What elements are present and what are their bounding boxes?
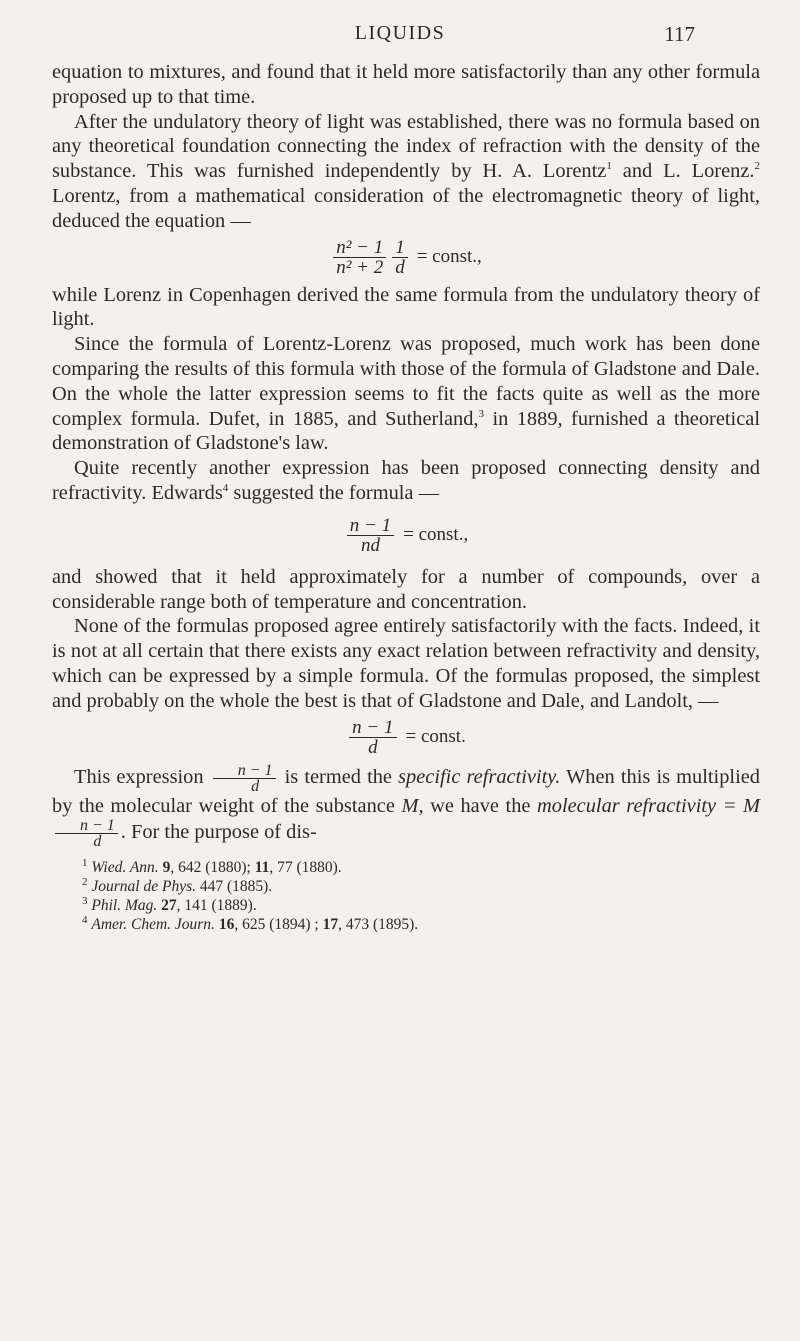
footnote-3: $^3$ Phil. Mag. 27, 141 (1889). bbox=[82, 894, 257, 914]
paragraph-4: Since the formula of Lorentz-Lorenz was proposed, much work has been done comparing the results of this formula with those of the formula of Gladstone and Dale. On the whole the latter expression seems to fit the facts quite as well as the more complex formula. Dufet, in 1885, and Sutherland,$^3$ in 1889, furnished a theoretical demonstration of Gladstone's law. bbox=[52, 333, 760, 455]
lorentz-lorenz-formula: $\frac{\text{n² − 1}}{\text{n² + 2}}$ $\frac{1}{d}$ = const., bbox=[52, 238, 760, 277]
running-head bbox=[0, 22, 800, 52]
paragraph-8: This expression $\frac{n - 1}{d}$ is termed the specific refractivity. When this is multiplied by the molecular weight of the substance M, we have the molecular refractivity = M $\frac{n - 1}{d}$ . For the purpose of dis- bbox=[52, 761, 761, 851]
page-number: 117 bbox=[664, 22, 695, 46]
paragraph-5: Quite recently another expression has been proposed connecting density and refractivity. Edwards$^4$ suggested the formula — bbox=[52, 457, 760, 504]
specific-refractivity-fraction: $\frac{n - 1}{d}$ bbox=[213, 763, 276, 794]
gladstone-dale-formula: $\frac{n - 1}{d}$ = const. bbox=[52, 718, 760, 757]
footnote-mark: 1 bbox=[606, 160, 612, 173]
footnote-4: $^4$ Amer. Chem. Journ. 16, 625 (1894) ; 17, 473 (1895). bbox=[82, 913, 419, 933]
paragraph-2: After the undulatory theory of light was established, there was no formula based on any theoretical foundation connecting the index of refraction with the density of the substance. This was furnished independently by H. A. Lorentz$^1$ and L. Lorenz.$^2$ Lorentz, from a mathematical consideration of the electromagnetic theory of light, deduced the equation — bbox=[52, 110, 760, 232]
paragraph-3: while Lorenz in Copenhagen derived the same formula from the undulatory theory of light. bbox=[52, 283, 760, 331]
chapter-title: LIQUIDS bbox=[354, 22, 446, 44]
molecular-refractivity-fraction: $\frac{n - 1}{d}$ bbox=[55, 818, 118, 849]
footnote-2: $^2$ Journal de Phys. 447 (1885). bbox=[82, 875, 273, 896]
footnote-mark: 3 bbox=[478, 407, 485, 420]
footnote-mark: 4 bbox=[222, 482, 229, 495]
footnote-1: $^1$ Wied. Ann. 9, 642 (1880); 11, 77 (1880). bbox=[82, 857, 342, 877]
paragraph-6: and showed that it held approximately for a number of compounds, over a considerable range both of temperature and concentration. bbox=[52, 565, 760, 613]
paragraph-7: None of the formulas proposed agree entirely satisfactorily with the facts. Indeed, it is not at all certain that there exists any exact relation between refractivity and density, which can be expressed by a simple formula. Of the formulas proposed, the simplest and probably on the whole the best is that of Gladstone and Dale, and Landolt, — bbox=[52, 615, 760, 712]
paragraph-1: equation to mixtures, and found that it held more satisfactorily than any other formula proposed up to that time. bbox=[52, 61, 760, 108]
footnotes bbox=[82, 859, 760, 934]
footnote-mark: 2 bbox=[754, 160, 760, 173]
page-body bbox=[52, 60, 760, 935]
edwards-formula: $\frac{n - 1}{nd}$ = const., bbox=[52, 516, 760, 555]
